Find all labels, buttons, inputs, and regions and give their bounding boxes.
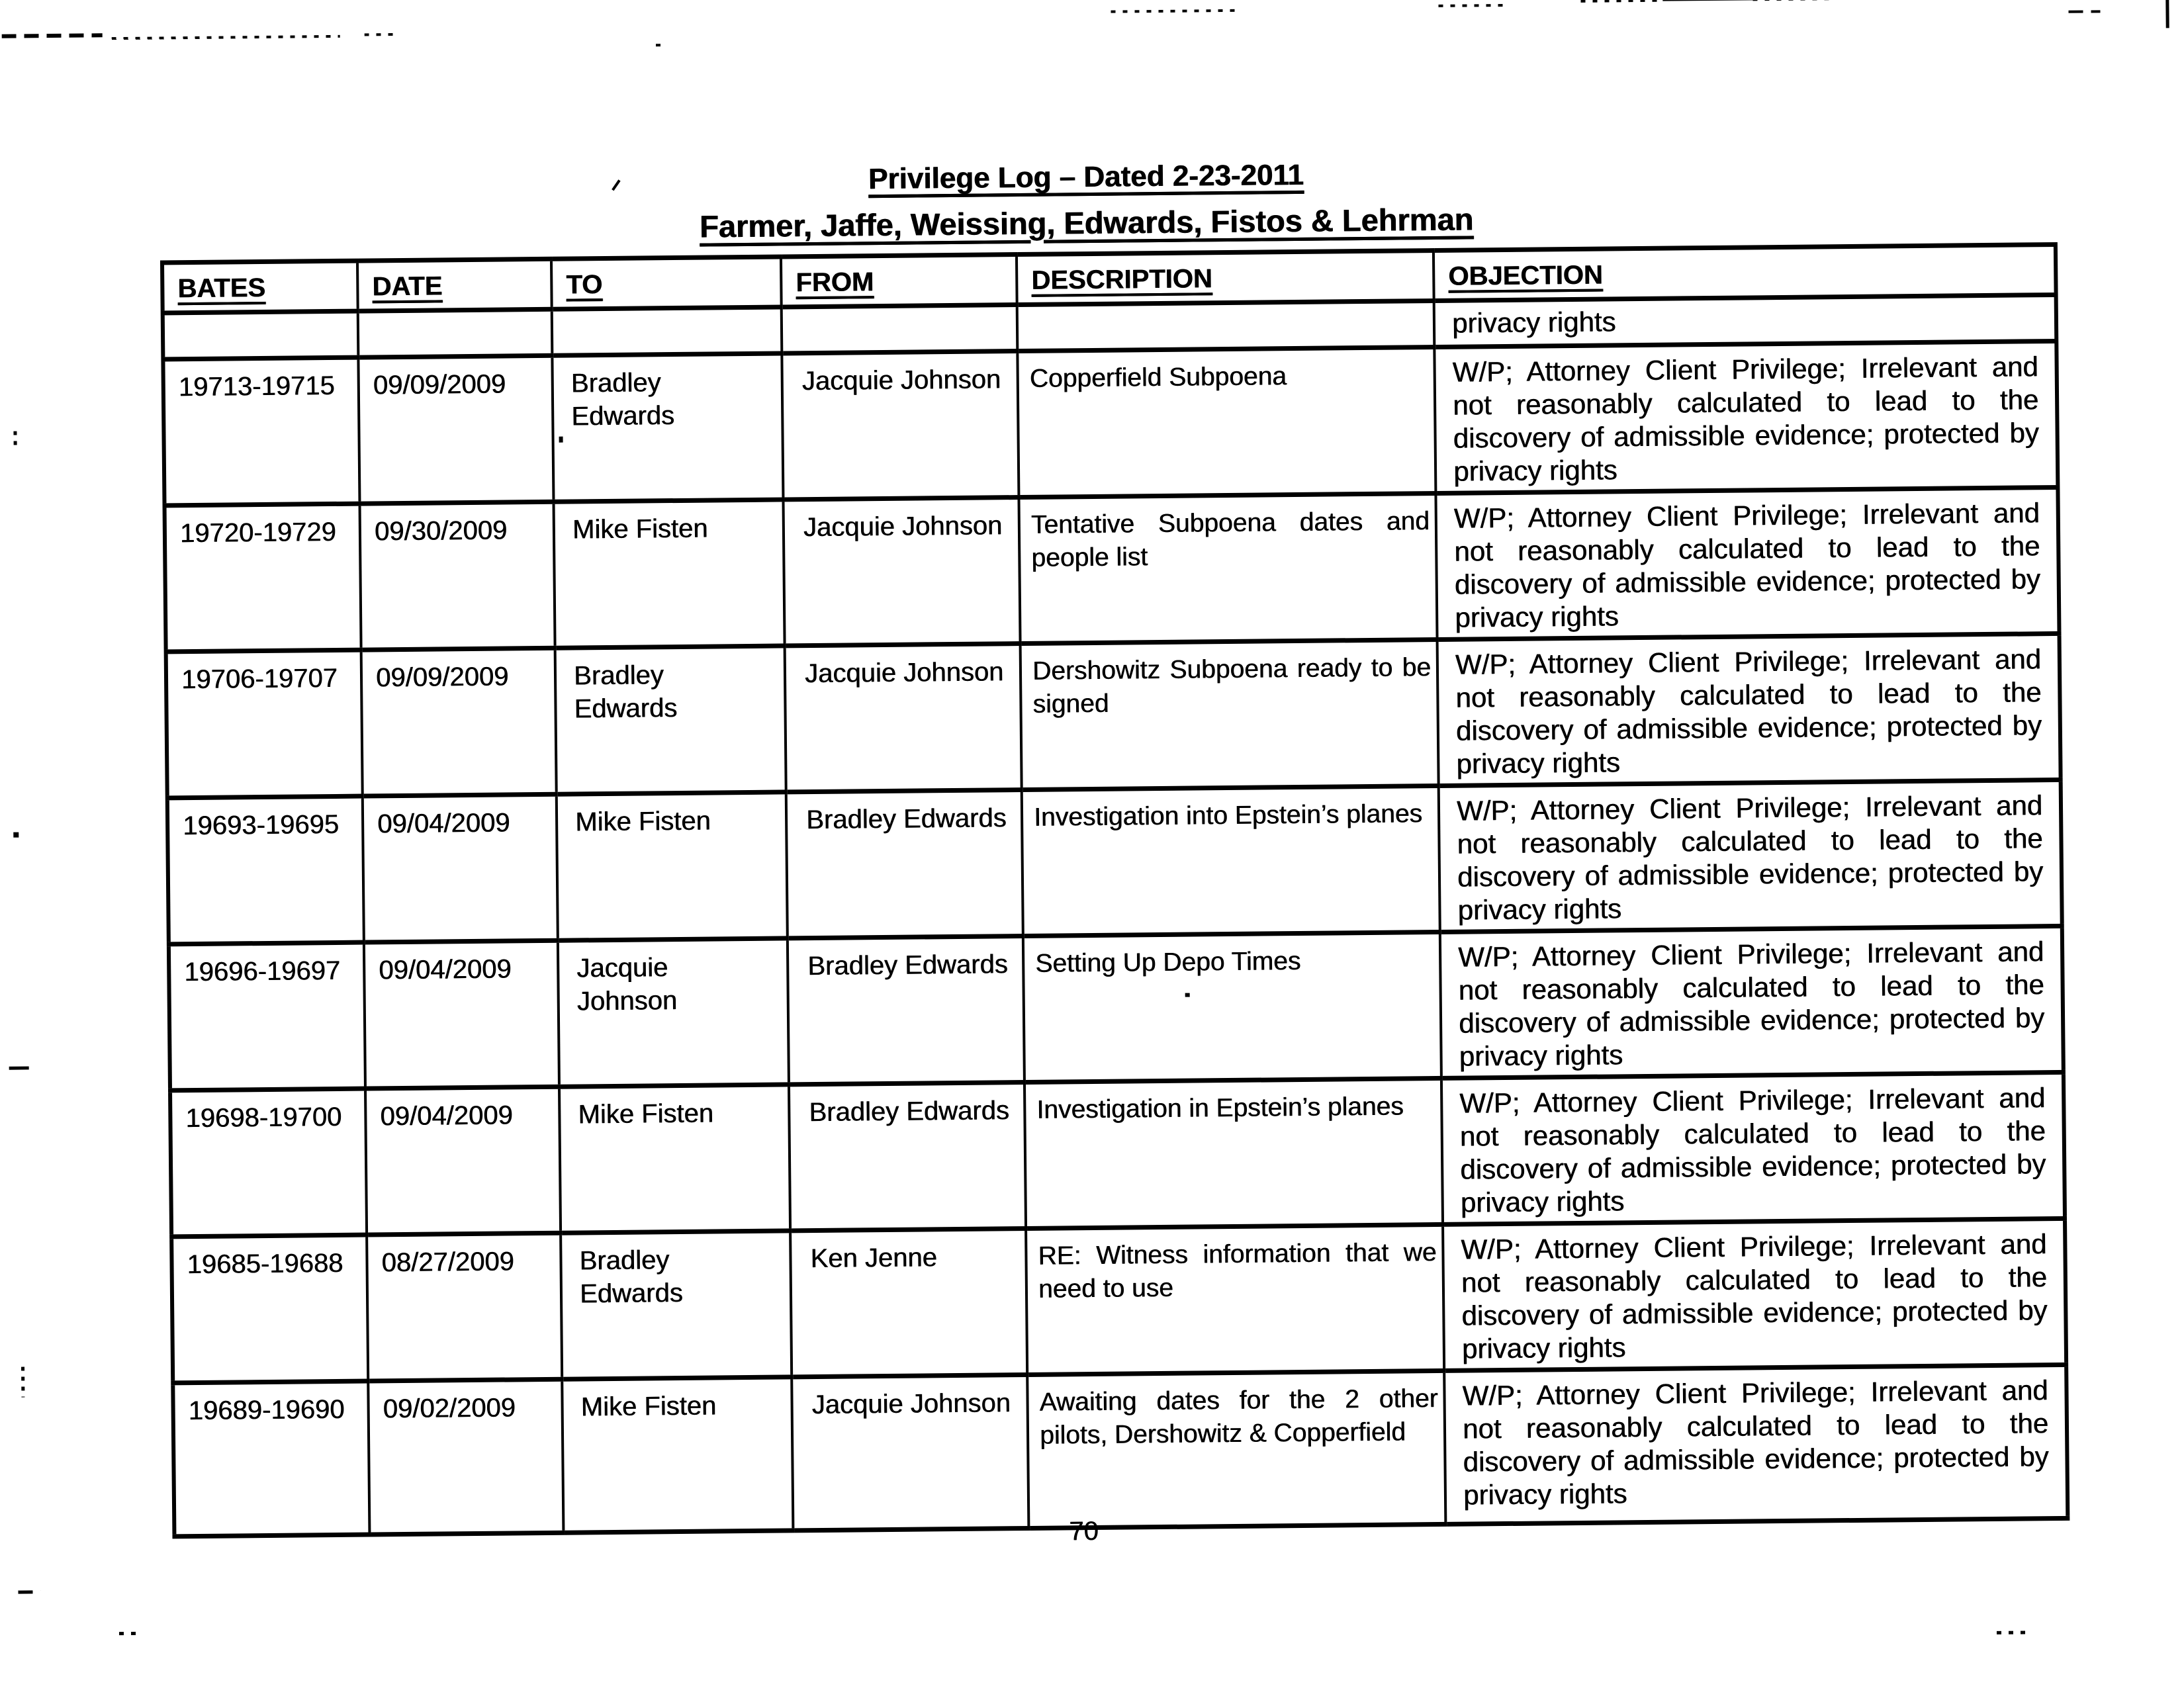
cell-to: Mike Fisten — [562, 1377, 793, 1533]
cell-date: 09/09/2009 — [361, 648, 557, 796]
scan-artifact — [1662, 0, 1754, 1]
cell-objection: W/P; Attorney Client Privilege; Irrelevant and not reasonably calculated to lead to the discovery of admissible evidence; protected by privacy rights — [1444, 1364, 2068, 1524]
scan-artifact — [365, 33, 395, 36]
scan-artifact — [2068, 10, 2100, 13]
cell-description: Investigation in Epstein’s planes — [1024, 1078, 1443, 1228]
table-row — [167, 780, 2062, 944]
scan-artifact — [1997, 1631, 2032, 1634]
cell-date: 09/04/2009 — [365, 1087, 561, 1235]
column-header-date — [357, 259, 552, 311]
header-label: DATE — [372, 271, 443, 302]
cell-objection: W/P; Attorney Client Privilege; Irrelevant and not reasonably calculated to lead to the discovery of admissible evidence; protected by privacy rights — [1439, 780, 2062, 932]
cell-from: Jacquie Johnson — [792, 1374, 1028, 1530]
scan-artifact — [1111, 9, 1240, 13]
cell-from: Bradley Edwards — [786, 790, 1023, 938]
column-header-to — [551, 257, 782, 309]
cell-date: 09/04/2009 — [364, 940, 559, 1089]
cell-date — [358, 309, 553, 357]
cell-objection: W/P; Attorney Client Privilege; Irrelevant and not reasonably calculated to lead to the discovery of admissible evidence; protected by privacy rights — [1441, 1072, 2065, 1224]
document-subtitle — [0, 194, 2179, 251]
table-row — [163, 341, 2058, 505]
cell-from: Jacquie Johnson — [785, 644, 1022, 792]
document-title-block — [0, 150, 2179, 251]
cell-objection: privacy rights — [1434, 294, 2057, 347]
table-row — [169, 926, 2064, 1090]
cell-description — [1017, 301, 1435, 351]
cell-bates: 19706-19707 — [166, 650, 363, 798]
cell-date: 09/04/2009 — [363, 794, 558, 942]
cell-bates: 19685-19688 — [171, 1235, 368, 1383]
table-row — [170, 1072, 2065, 1236]
cell-date: 09/02/2009 — [368, 1379, 563, 1535]
column-header-bates — [162, 261, 358, 313]
cell-to: Mike Fisten — [557, 792, 788, 940]
cell-date: 09/09/2009 — [358, 355, 553, 504]
cell-to: Mike Fisten — [553, 500, 784, 648]
scan-artifact — [112, 35, 340, 40]
cell-from — [782, 305, 1018, 353]
cell-to: Bradley Edwards — [552, 353, 783, 502]
table-body — [163, 294, 2068, 1536]
cell-description: RE: Witness information that we need to use — [1026, 1224, 1444, 1374]
cell-objection: W/P; Attorney Client Privilege; Irrelevant and not reasonably calculated to lead to the discovery of admissible evidence; protected by privacy rights — [1437, 633, 2061, 785]
header-label: DESCRIPTION — [1031, 264, 1212, 295]
document-title-text: Privilege Log – Dated 2-23-2011 — [868, 158, 1304, 196]
header-label: TO — [566, 270, 603, 300]
cell-to: Bradley Edwards — [561, 1231, 792, 1379]
cell-description: Investigation into Epstein’s planes — [1022, 785, 1440, 936]
table-row — [166, 633, 2061, 797]
cell-bates: 19720-19729 — [165, 504, 361, 652]
document-title — [0, 150, 2178, 204]
scan-artifact — [656, 44, 666, 46]
cell-to: Mike Fisten — [559, 1085, 790, 1233]
scan-artifact — [13, 431, 17, 450]
cell-from: Bradley Edwards — [789, 1082, 1026, 1230]
header-label: BATES — [177, 273, 266, 304]
cell-description: Tentative Subpoena dates and people list — [1019, 493, 1437, 643]
cell-from: Bradley Edwards — [788, 936, 1024, 1085]
cell-bates: 19693-19695 — [167, 796, 364, 944]
table-row — [165, 487, 2060, 651]
scan-artifact — [119, 1632, 143, 1635]
cell-from: Jacquie Johnson — [783, 498, 1020, 646]
cell-description: Dershowitz Subpoena ready to be signed — [1021, 639, 1439, 789]
cell-bates: 19698-19700 — [170, 1089, 367, 1237]
scan-artifact — [1752, 0, 1831, 1]
cell-bates — [163, 311, 359, 359]
privilege-log-table — [160, 242, 2070, 1539]
cell-date: 08/27/2009 — [367, 1233, 562, 1381]
scan-artifact — [13, 832, 19, 838]
cell-bates: 19689-19690 — [173, 1381, 369, 1537]
scan-artifact — [1580, 0, 1664, 3]
cell-to: Jacquie Johnson — [558, 938, 789, 1087]
cell-description: Awaiting dates for the 2 other pilots, Dershowitz & Copperfield — [1027, 1370, 1445, 1528]
scan-artifact — [1438, 4, 1504, 7]
cell-objection: W/P; Attorney Client Privilege; Irrelevant and not reasonably calculated to lead to the discovery of admissible evidence; protected by privacy rights — [1443, 1218, 2066, 1370]
cell-description: Copperfield Subpoena — [1017, 347, 1435, 498]
column-header-from — [781, 255, 1017, 307]
scan-artifact — [18, 1590, 40, 1593]
cell-objection: W/P; Attorney Client Privilege; Irrelevant and not reasonably calculated to lead to the discovery of admissible evidence; protected by privacy rights — [1435, 487, 2059, 639]
column-header-objection — [1433, 244, 2056, 300]
cell-objection: W/P; Attorney Client Privilege; Irrelevant and not reasonably calculated to lead to the discovery of admissible evidence; protected by privacy rights — [1440, 926, 2064, 1078]
cell-bates: 19696-19697 — [169, 942, 365, 1091]
header-label: FROM — [796, 267, 874, 298]
header-label: OBJECTION — [1448, 260, 1603, 291]
page-number: 70 — [1069, 1516, 1099, 1546]
column-header-description — [1017, 251, 1434, 305]
scan-artifact — [21, 1367, 24, 1398]
document-subtitle-text: Farmer, Jaffe, Weissing, Edwards, Fistos & Lehrman — [699, 201, 1474, 244]
cell-from: Jacquie Johnson — [782, 351, 1019, 500]
scan-artifact — [9, 1066, 29, 1069]
cell-objection: W/P; Attorney Client Privilege; Irrelevant and not reasonably calculated to lead to the discovery of admissible evidence; protected by privacy rights — [1434, 341, 2058, 493]
cell-description: Setting Up Depo Times — [1023, 932, 1441, 1082]
cell-bates: 19713-19715 — [163, 357, 359, 506]
scan-artifact — [2, 33, 103, 38]
cell-to: Bradley Edwards — [555, 646, 786, 794]
cell-to — [552, 307, 782, 355]
scan-artifact — [2165, 0, 2169, 28]
cell-date: 09/30/2009 — [360, 502, 555, 650]
table-row — [171, 1218, 2066, 1382]
cell-from: Ken Jenne — [790, 1228, 1027, 1376]
